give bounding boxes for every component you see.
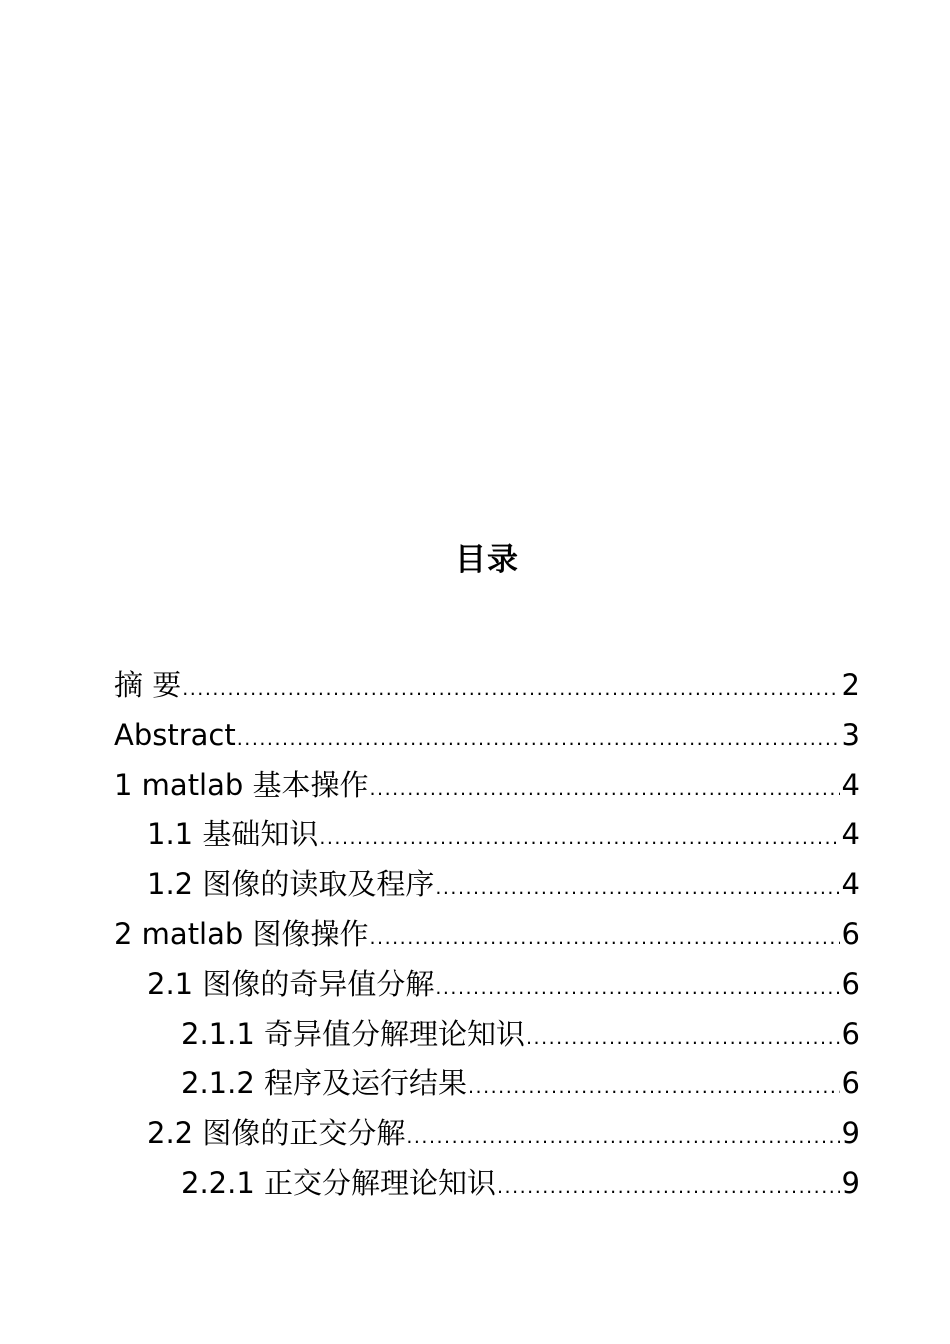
toc-entry-label: 2 matlab 图像操作 [114,917,369,951]
dot-leader [319,816,839,860]
toc-entry-section-1-1[interactable] [147,812,860,856]
toc-entry-section-2-1-1[interactable] [181,1012,860,1056]
dot-leader [497,1165,840,1209]
toc-entry-section-1-2[interactable] [147,862,860,906]
toc-entry-section-2-2[interactable] [147,1111,860,1155]
toc-entry-label: 2.2.1 正交分解理论知识 [181,1166,497,1200]
dot-leader [468,1065,840,1109]
toc-entry-page: 4 [841,817,860,852]
dot-leader [435,866,839,910]
toc-entry-label: 1.1 基础知识 [147,817,319,852]
toc-entry-page: 4 [841,767,860,802]
toc-entry-label: 2.1.2 程序及运行结果 [181,1066,468,1101]
toc-entry-page: 6 [841,1066,860,1101]
dot-leader [370,916,840,960]
toc-entry-page: 3 [841,717,860,752]
toc-entry-label: 2.1 图像的奇异值分解 [147,966,435,1001]
toc-entry-label: 2.2 图像的正交分解 [147,1116,406,1151]
toc-entry-abstract-cn[interactable] [114,663,860,707]
toc-entry-chapter-1[interactable] [114,763,860,807]
dot-leader [406,1115,839,1159]
toc-entry-abstract-en[interactable] [114,713,860,757]
toc-entry-label: 1.2 图像的读取及程序 [147,867,435,902]
dot-leader [182,667,839,711]
toc-entry-chapter-2[interactable] [114,912,860,956]
dot-leader [435,966,839,1010]
toc-entry-page: 9 [841,1166,860,1200]
toc-entry-page: 9 [841,1116,860,1151]
toc-entry-page: 6 [841,917,860,951]
toc-entry-page: 2 [841,668,860,702]
toc-entry-section-2-1[interactable] [147,962,860,1006]
toc-entry-page: 6 [841,1016,860,1051]
dot-leader [370,767,840,811]
toc-entry-page: 6 [841,966,860,1001]
toc-entry-section-2-2-1[interactable] [181,1161,860,1205]
toc-entry-label: 摘 要 [114,668,182,702]
toc-entry-label: Abstract [114,717,236,752]
toc-entry-page: 4 [841,867,860,902]
toc-entry-label: 1 matlab 基本操作 [114,767,369,802]
toc-title: 目录 [455,542,519,578]
toc-entry-label: 2.1.1 奇异值分解理论知识 [181,1016,526,1051]
dot-leader [237,717,840,761]
dot-leader [526,1016,840,1060]
toc-entry-section-2-1-2[interactable] [181,1061,860,1105]
